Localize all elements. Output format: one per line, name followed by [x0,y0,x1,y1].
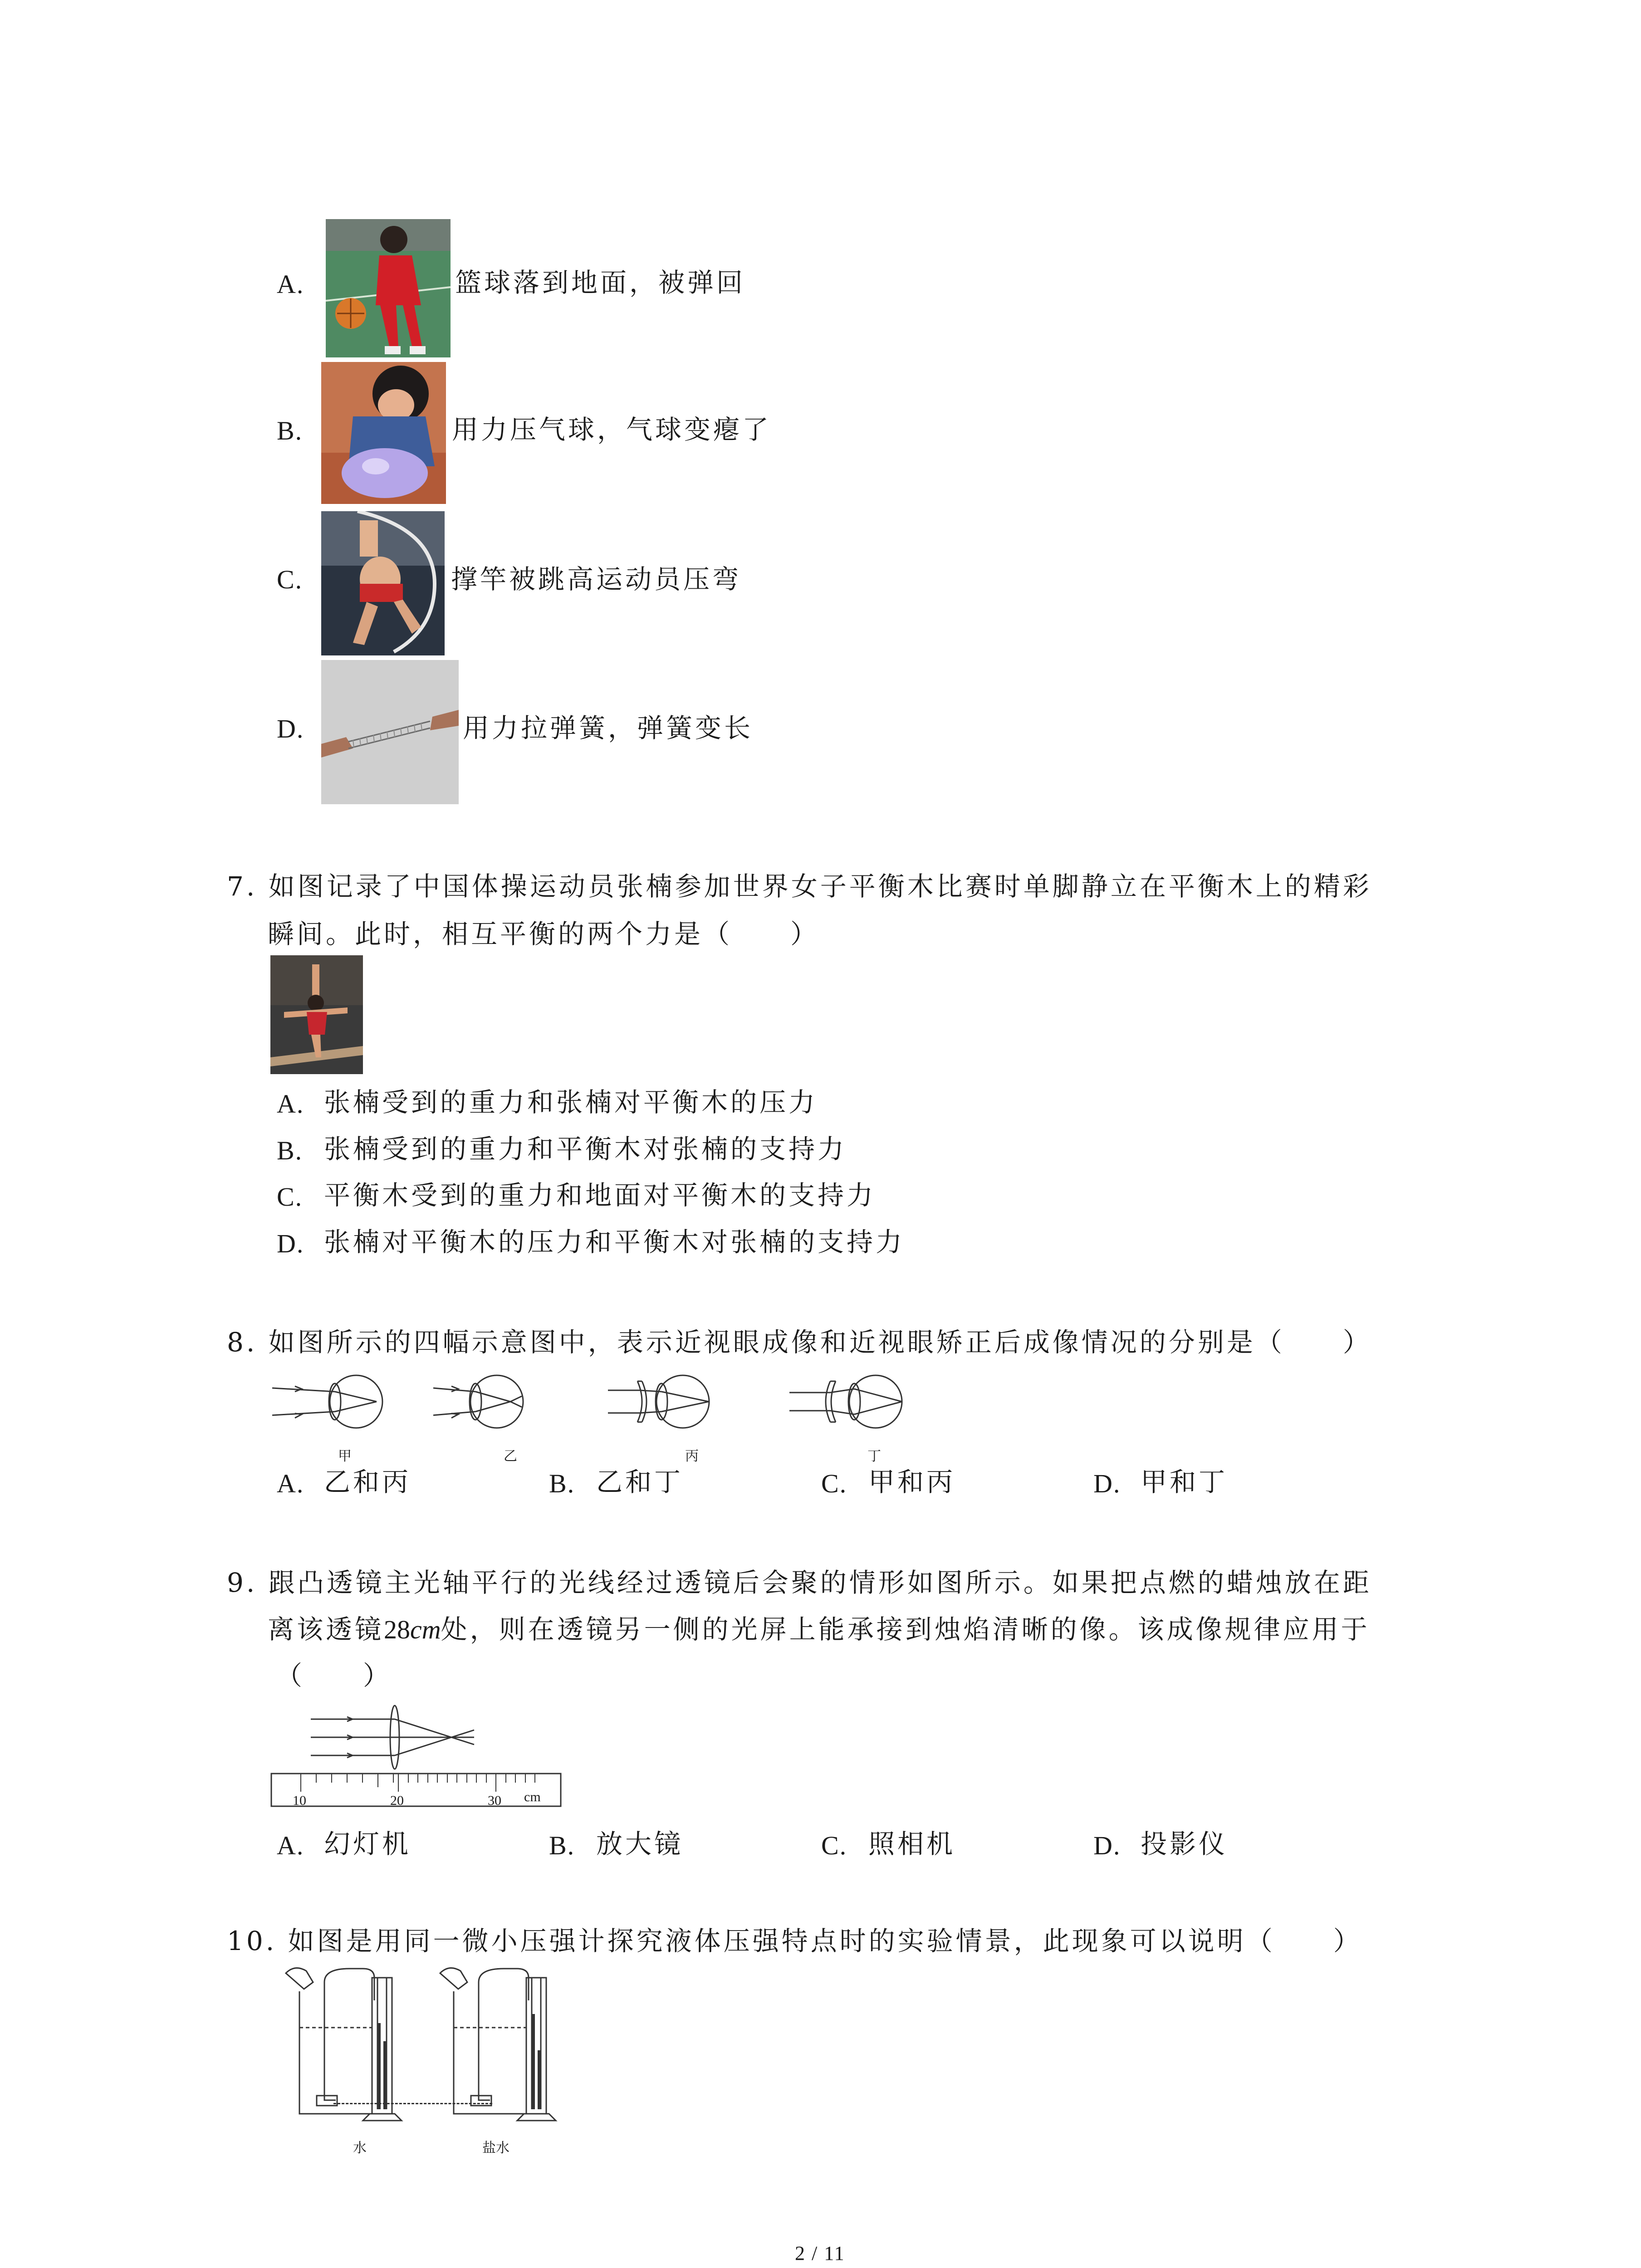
q10-stem: 10. 如图是用同一微小压强计探究液体压强特点时的实验情景，此现象可以说明（ ） [227,1926,1362,1956]
lens-ruler-diagram [270,1699,565,1817]
q7-stem-line2: 瞬间。此时，相互平衡的两个力是（ ） [268,919,820,949]
q7-option-a-text: 张楠受到的重力和张楠对平衡木的压力 [324,1087,818,1118]
q8-option-b-text: 乙和丁 [596,1466,684,1497]
q9-stem-line3: （ ） [276,1660,392,1691]
q7-option-c-label: C. [277,1182,303,1212]
eye-diagram-bing [603,1365,730,1456]
q7-option-b-text: 张楠受到的重力和平衡木对张楠的支持力 [324,1134,847,1164]
q7-option-d-label: D. [277,1229,304,1258]
q7-option-b-label: B. [277,1136,303,1165]
q9-option-c-label: C. [821,1831,847,1860]
q9-option-a-text: 幻灯机 [324,1828,411,1859]
q6-option-c-text: 撑竿被跳高运动员压弯 [451,564,742,595]
q9-option-d-label: D. [1093,1831,1121,1860]
q9-distance-value: 28 [384,1615,411,1644]
basketball-photo [326,219,451,357]
q8-option-b-label: B. [549,1469,575,1498]
q8-option-c-text: 甲和丙 [868,1466,956,1497]
eye-diagram-ding [785,1365,921,1456]
eye-diagram-yi [429,1365,556,1456]
balance-beam-photo [270,955,363,1074]
eye-label-jia: 甲 [338,1448,352,1464]
q6-option-a-label: A. [277,269,304,299]
q9-stem-line2 [268,1616,1370,1643]
q9-stem-line1: 9. 跟凸透镜主光轴平行的光线经过透镜后会聚的情形如图所示。如果把点燃的蜡烛放在距 [227,1567,1372,1598]
ruler-label-10: 10 [293,1793,306,1808]
water-label: 水 [353,2140,367,2156]
q9-option-b-text: 放大镜 [596,1828,684,1859]
q8-stem: 8. 如图所示的四幅示意图中，表示近视眼成像和近视眼矫正后成像情况的分别是（ ） [227,1327,1372,1358]
q9-line2-start: 离该透镜 [268,1614,384,1645]
q7-stem-line1: 7. 如图记录了中国体操运动员张楠参加世界女子平衡木比赛时单脚静立在平衡木上的精彩 [227,871,1372,902]
q9-option-d-text: 投影仪 [1141,1828,1228,1859]
q8-option-a-label: A. [277,1469,304,1498]
ruler-label-20: 20 [390,1793,404,1808]
q9-option-a-label: A. [277,1831,304,1860]
ruler-label-30: 30 [488,1793,501,1808]
ruler-unit: cm [524,1789,541,1804]
page-number: 2 / 11 [795,2242,845,2264]
eye-label-yi: 乙 [504,1448,517,1464]
eye-diagram-jia [268,1365,395,1456]
q6-option-c-label: C. [277,565,303,594]
q9-distance-unit: cm [410,1615,441,1644]
q6-option-d-label: D. [277,714,304,743]
q8-option-d-label: D. [1093,1469,1121,1498]
q6-option-d-text: 用力拉弹簧，弹簧变长 [463,713,754,743]
q8-option-d-text: 甲和丁 [1141,1466,1228,1497]
q6-option-a-text: 篮球落到地面，被弹回 [455,267,746,298]
balloon-photo [321,362,446,504]
salt-water-label: 盐水 [482,2140,509,2156]
q9-line2-end: 处，则在透镜另一侧的光屏上能承接到烛焰清晰的像。该成像规律应用于 [441,1614,1370,1645]
q8-option-c-label: C. [821,1469,847,1498]
q6-option-b-text: 用力压气球，气球变瘪了 [452,414,772,445]
eye-label-bing: 丙 [685,1448,699,1464]
pole-vault-photo [321,511,445,655]
reference-dashed-line [333,2103,492,2104]
q8-option-a-text: 乙和丙 [324,1466,411,1497]
q6-option-b-label: B. [277,416,303,445]
spring-photo [321,660,459,804]
eye-label-ding: 丁 [867,1448,881,1464]
q7-option-a-label: A. [277,1089,304,1119]
q9-option-c-text: 照相机 [868,1828,956,1859]
q9-option-b-label: B. [549,1831,575,1860]
q7-option-c-text: 平衡木受到的重力和地面对平衡木的支持力 [324,1180,876,1211]
q7-option-d-text: 张楠对平衡木的压力和平衡木对张楠的支持力 [324,1227,905,1257]
